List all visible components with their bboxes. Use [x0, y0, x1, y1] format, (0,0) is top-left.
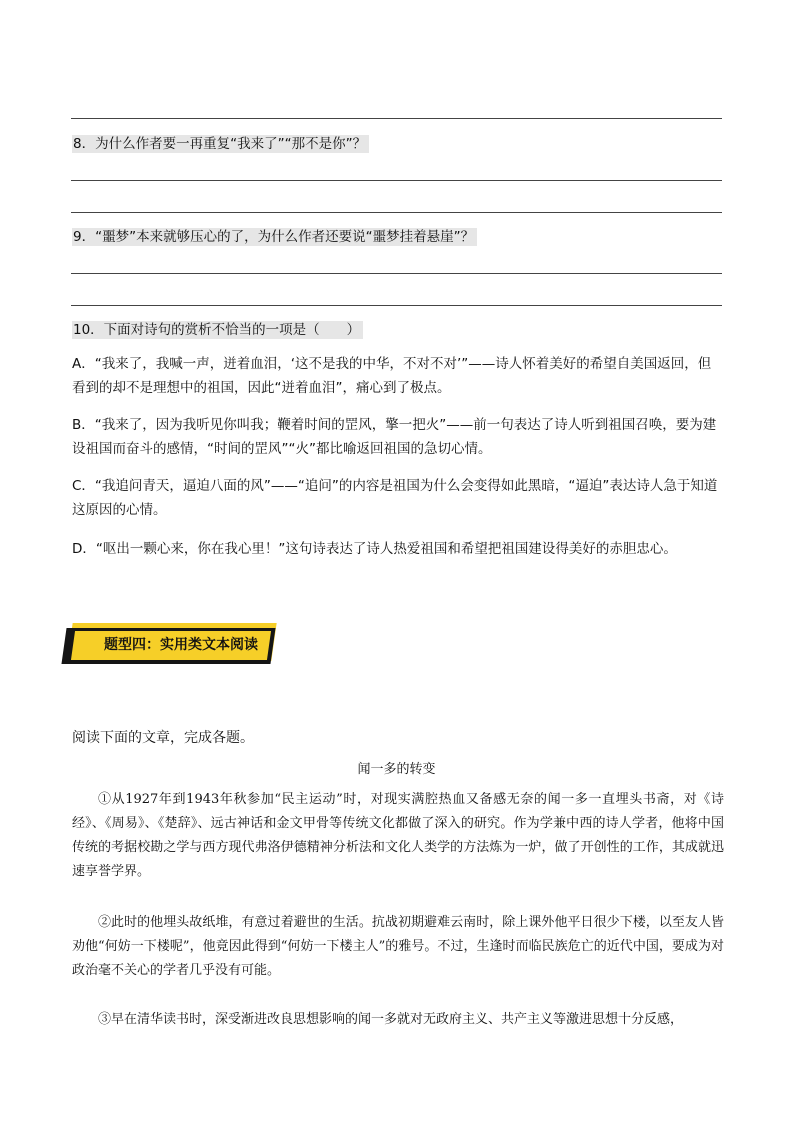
- option-b: B．“我来了，因为我听见你叫我；鞭着时间的罡风，擎一把火”——前一句表达了诗人听到祖国召唤，要为建设祖国而奋斗的感情，“时间的罡风”“火”都比喻返回祖国的急切心情。: [72, 417, 717, 457]
- option-d: D．“呕出一颗心来，你在我心里！”这句诗表达了诗人热爱祖国和希望把祖国建设得美好的赤胆忠心。: [72, 541, 677, 557]
- section-banner: [64, 623, 278, 667]
- section-title: 题型四：实用类文本阅读: [104, 637, 258, 653]
- answer-line: [71, 305, 722, 306]
- question-9-text: 9．“噩梦”本来就够压心的了，为什么作者还要说“噩梦挂着悬崖”？: [72, 228, 477, 246]
- question-8-text: 8．为什么作者要一再重复“我来了”“那不是你”？: [72, 135, 369, 153]
- article-paragraph-2: ②此时的他埋头故纸堆，有意过着避世的生活。抗战初期避难云南时，除上课外他平日很少下楼，以至友人皆劝他“何妨一下楼呢”，他竟因此得到“何妨一下楼主人”的雅号。不过，生逢时而临民族危亡的近代中国，要成为对政治毫不关心的学者几乎没有可能。: [72, 915, 724, 978]
- answer-line: [71, 212, 722, 213]
- article-title: 闻一多的转变: [357, 762, 436, 777]
- option-a: A．“我来了，我喊一声，迸着血泪，‘这不是我的中华，不对不对’”——诗人怀着美好的希望自美国返回，但看到的却不是理想中的祖国，因此“迸着血泪”，痛心到了极点。: [72, 356, 712, 396]
- question-10: [72, 321, 363, 339]
- question-9: [72, 228, 477, 246]
- question-10-stem: 10．下面对诗句的赏析不恰当的一项是（ ）: [72, 321, 363, 339]
- reading-instruction: 阅读下面的文章，完成各题。: [72, 730, 254, 746]
- option-c: C．“我追问青天，逼迫八面的风”——“追问”的内容是祖国为什么会变得如此黑暗，“逼迫”表达诗人急于知道这原因的心情。: [72, 478, 718, 518]
- article-paragraph-1: ①从1927年到1943年秋参加“民主运动”时，对现实满腔热血又备感无奈的闻一多一直埋头书斋，对《诗经》、《周易》、《楚辞》、远古神话和金文甲骨等传统文化都做了深入的研究。作为学兼中西的诗人学者，他将中国传统的考据校勘之学与西方现代弗洛伊德精神分析法和文化人类学的方法炼为一炉，做了开创性的工作，其成就迅速享誉学界。: [72, 792, 724, 879]
- question-8: [72, 135, 369, 153]
- answer-line: [71, 118, 722, 119]
- answer-line: [71, 180, 722, 181]
- article-paragraph-3: ③早在清华读书时，深受渐进改良思想影响的闻一多就对无政府主义、共产主义等激进思想十分反感，: [98, 1012, 684, 1027]
- answer-line: [71, 273, 722, 274]
